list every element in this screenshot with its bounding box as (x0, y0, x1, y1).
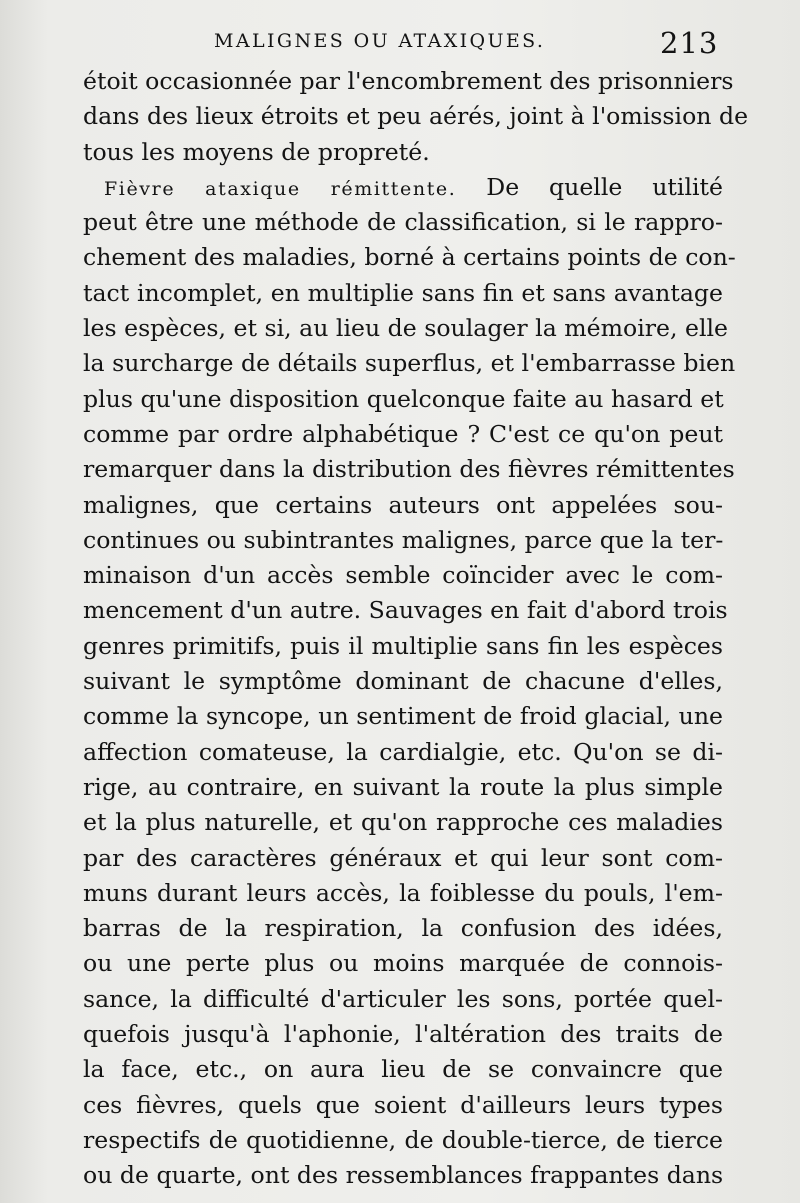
running-head-title: MALIGNES OU ATAXIQUES. (214, 30, 546, 52)
text-line: respectifs de quotidienne, de double-tierce, de tierce (83, 1125, 723, 1154)
page-number: 213 (660, 26, 719, 60)
text-line: muns durant leurs accès, la foiblesse du pouls, l'em- (83, 878, 723, 907)
text-line: par des caractères généraux et qui leur sont com- (83, 843, 723, 872)
text-line: sance, la difficulté d'articuler les sons, portée quel- (83, 984, 723, 1013)
text-line: les espèces, et si, au lieu de soulager la mémoire, elle (83, 314, 729, 343)
text-line: genres primitifs, puis il multiplie sans fin les espèces (83, 631, 723, 660)
text-line: mencement d'un autre. Sauvages en fait d'abord trois (83, 596, 728, 625)
text-line: dans des lieux étroits et peu aérés, joint à l'omission de (83, 102, 749, 131)
text-line: affection comateuse, la cardialgie, etc. Qu'on se di- (83, 737, 723, 766)
text-line: la surcharge de détails superflus, et l'embarrasse bien (83, 349, 736, 378)
text-line: suivant le symptôme dominant de chacune d'elles, (83, 667, 723, 696)
text-line: ou de quarte, ont des ressemblances frappantes dans (83, 1161, 724, 1190)
text-line: plus qu'une disposition quelconque faite au hasard et (83, 384, 724, 413)
text-line: continues ou subintrantes malignes, parce que la ter- (83, 525, 724, 554)
body-text (83, 64, 749, 1194)
text-line: ou une perte plus ou moins marquée de connois- (83, 949, 723, 978)
section-heading: Fièvre ataxique rémittente. (104, 177, 457, 200)
text-line: comme la syncope, un sentiment de froid glacial, une (83, 702, 723, 731)
running-head (0, 26, 800, 64)
text-line: quefois jusqu'à l'aphonie, l'altération des traits de (83, 1020, 723, 1049)
text-line: tact incomplet, en multiplie sans fin et sans avantage (83, 278, 723, 307)
text-line: la face, etc., on aura lieu de se convaincre que (83, 1055, 723, 1084)
text-line: étoit occasionnée par l'encombrement des prisonniers (83, 67, 734, 95)
text-line: barras de la respiration, la confusion des idées, (83, 914, 723, 943)
text-line: ces fièvres, quels que soient d'ailleurs leurs types (83, 1090, 723, 1119)
text-line: comme par ordre alphabétique ? C'est ce qu'on peut (83, 419, 723, 448)
text-line: chement des maladies, borné à certains points de con- (83, 243, 736, 272)
text-fragment: De quelle utilité (486, 172, 723, 201)
text-line: rige, au contraire, en suivant la route la plus simple (83, 772, 723, 801)
text-line: remarquer dans la distribution des fièvres rémittentes (83, 455, 735, 484)
text-line: tous les moyens de propreté. (83, 137, 430, 166)
text-line: peut être une méthode de classification, si le rappro- (83, 208, 723, 237)
text-line: et la plus naturelle, et qu'on rapproche ces maladies (83, 808, 723, 837)
text-line: minaison d'un accès semble coïncider avec le com- (83, 561, 723, 590)
text-line: malignes, que certains auteurs ont appelées sou- (83, 490, 723, 519)
section-heading-line (83, 170, 723, 205)
